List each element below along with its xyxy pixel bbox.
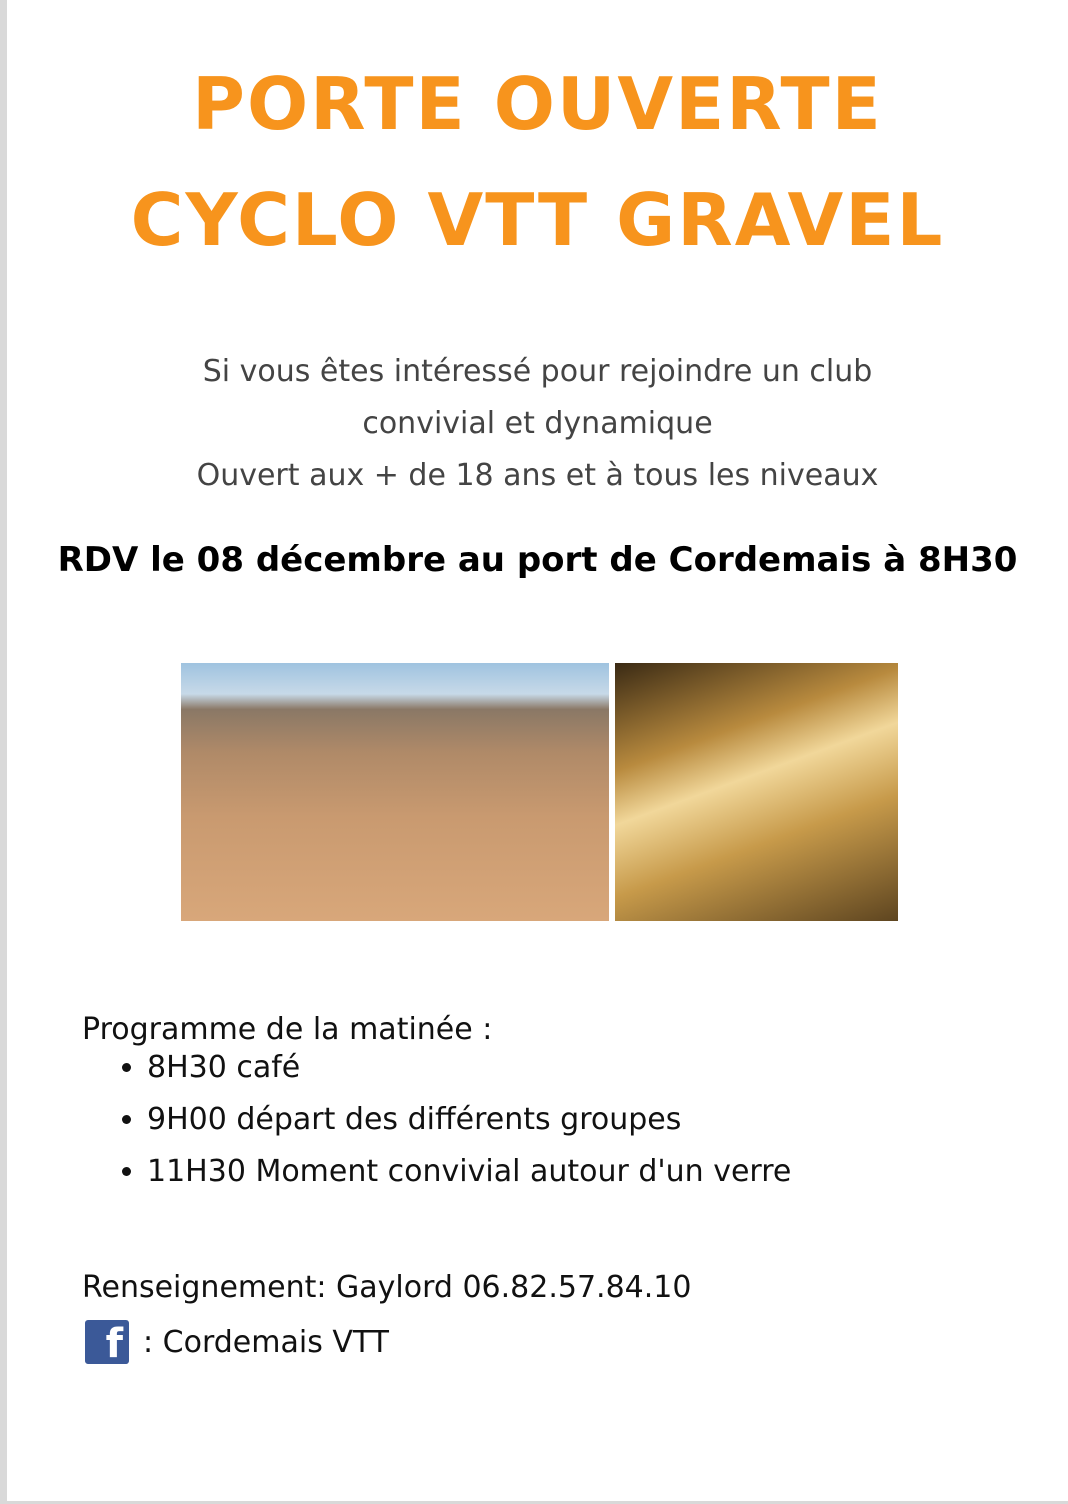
- intro-line: convivial et dynamique: [362, 406, 713, 441]
- title-line-2: CYCLO VTT GRAVEL: [130, 178, 945, 262]
- intro-line: Ouvert aux + de 18 ans et à tous les niveaux: [196, 458, 879, 493]
- facebook-label: : Cordemais VTT: [143, 1324, 390, 1360]
- facebook-icon: f: [85, 1320, 129, 1364]
- contact-info: Renseignement: Gaylord 06.82.57.84.10: [82, 1270, 692, 1305]
- mountain-bike-photo: [615, 663, 898, 921]
- intro-line: Si vous êtes intéressé pour rejoindre un club: [202, 354, 873, 389]
- intro-text: [7, 346, 1068, 502]
- list-item: • 9H00 départ des différents groupes: [147, 1094, 791, 1146]
- flyer-page: [7, 0, 1068, 1501]
- rdv-text: RDV le 08 décembre au port de Cordemais à 8H30: [57, 540, 1018, 580]
- facebook-line: [85, 1320, 390, 1367]
- list-item: • 8H30 café: [147, 1042, 791, 1094]
- list-item: • 11H30 Moment convivial autour d'un verre: [147, 1146, 791, 1198]
- programme-list: [82, 1042, 791, 1198]
- gravel-bike-photo: [181, 663, 609, 921]
- title-line-1: PORTE OUVERTE: [192, 62, 883, 146]
- programme-heading: Programme de la matinée :: [82, 1012, 493, 1047]
